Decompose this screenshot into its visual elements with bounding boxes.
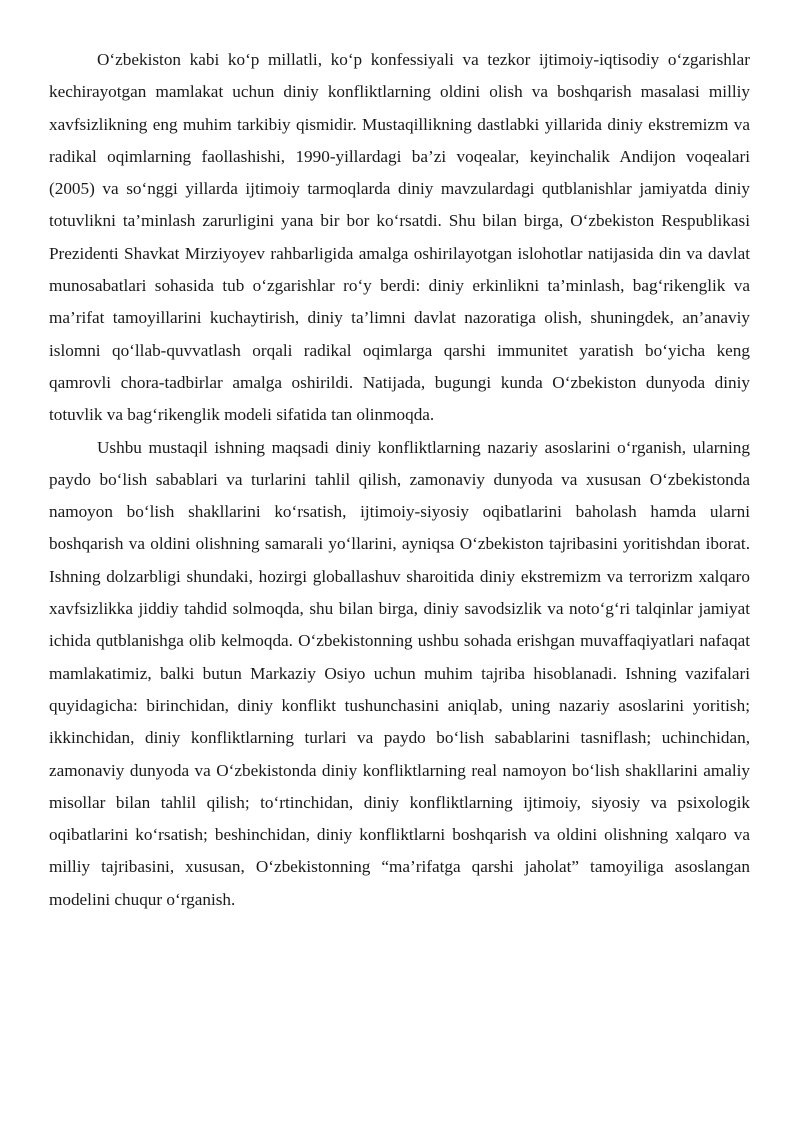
paragraph-introduction: O‘zbekiston kabi ko‘p millatli, ko‘p konfessiyali va tezkor ijtimoiy-iqtisodiy o‘zgarishlar kechirayotgan mamlakat uchun diniy konfliktlarning oldini olish va boshqarish masalasi milliy xavfsizlikning eng muhim tarkibiy qismidir. Mustaqillikning dastlabki yillarida diniy ekstremizm va radikal oqimlarning faollashishi, 1990-yillardagi ba’zi voqealar, keyinchalik Andijon voqealari (2005) va so‘nggi yillarda ijtimoiy tarmoqlarda diniy mavzulardagi qutblanishlar jamiyatda diniy totuvlikni ta’minlash zarurligini yana bir bor ko‘rsatdi. Shu bilan birga, O‘zbekiston Respublikasi Prezidenti Shavkat Mirziyoyev rahbarligida amalga oshirilayotgan islohotlar natijasida din va davlat munosabatlari sohasida tub o‘zgarishlar ro‘y berdi: diniy erkinlikni ta’minlash, bag‘rikenglik va ma’rifat tamoyillarini kuchaytirish, diniy ta’limni davlat nazoratiga olish, shuningdek, an’anaviy islomni qo‘llab-quvvatlash orqali radikal oqimlarga qarshi immunitet yaratish bo‘yicha keng qamrovli chora-tadbirlar amalga oshirildi. Natijada, bugungi kunda O‘zbekiston dunyoda diniy totuvlik va bag‘rikenglik modeli sifatida tan olinmoqda. [49, 50, 750, 425]
paragraph-goals-and-tasks: Ushbu mustaqil ishning maqsadi diniy konfliktlarning nazariy asoslarini o‘rganish, ularning paydo bo‘lish sabablari va turlarini tahlil qilish, zamonaviy dunyoda va xususan O‘zbekistonda namoyon bo‘lish shakllarini ko‘rsatish, ijtimoiy-siyosiy oqibatlarini baholash hamda ularni boshqarish va oldini olishning samarali yo‘llarini, ayniqsa O‘zbekiston tajribasini yoritishdan iborat. Ishning dolzarbligi shundaki, hozirgi globallashuv sharoitida diniy ekstremizm va terrorizm xalqaro xavfsizlikka jiddiy tahdid solmoqda, shu bilan birga, diniy savodsizlik va noto‘g‘ri talqinlar jamiyat ichida qutblanishga olib kelmoqda. O‘zbekistonning ushbu sohada erishgan muvaffaqiyatlari nafaqat mamlakatimiz, balki butun Markaziy Osiyo uchun muhim tajriba hisoblanadi. Ishning vazifalari quyidagicha: birinchidan, diniy konflikt tushunchasini aniqlab, uning nazariy asoslarini yoritish; ikkinchidan, diniy konfliktlarning turlari va paydo bo‘lish sabablarini tasniflash; uchinchidan, zamonaviy dunyoda va O‘zbekistonda diniy konfliktlarning real namoyon bo‘lish shakllarini amaliy misollar bilan tahlil qilish; to‘rtinchidan, diniy konfliktlarning ijtimoiy, siyosiy va psixologik oqibatlarini ko‘rsatish; beshinchidan, diniy konfliktlarni boshqarish va oldini olishning xalqaro va milliy tajribasini, xususan, O‘zbekistonning “ma’rifatga qarshi jaholat” tamoyiliga asoslangan modelini chuqur o‘rganish. [49, 437, 750, 909]
document-page [49, 44, 750, 916]
